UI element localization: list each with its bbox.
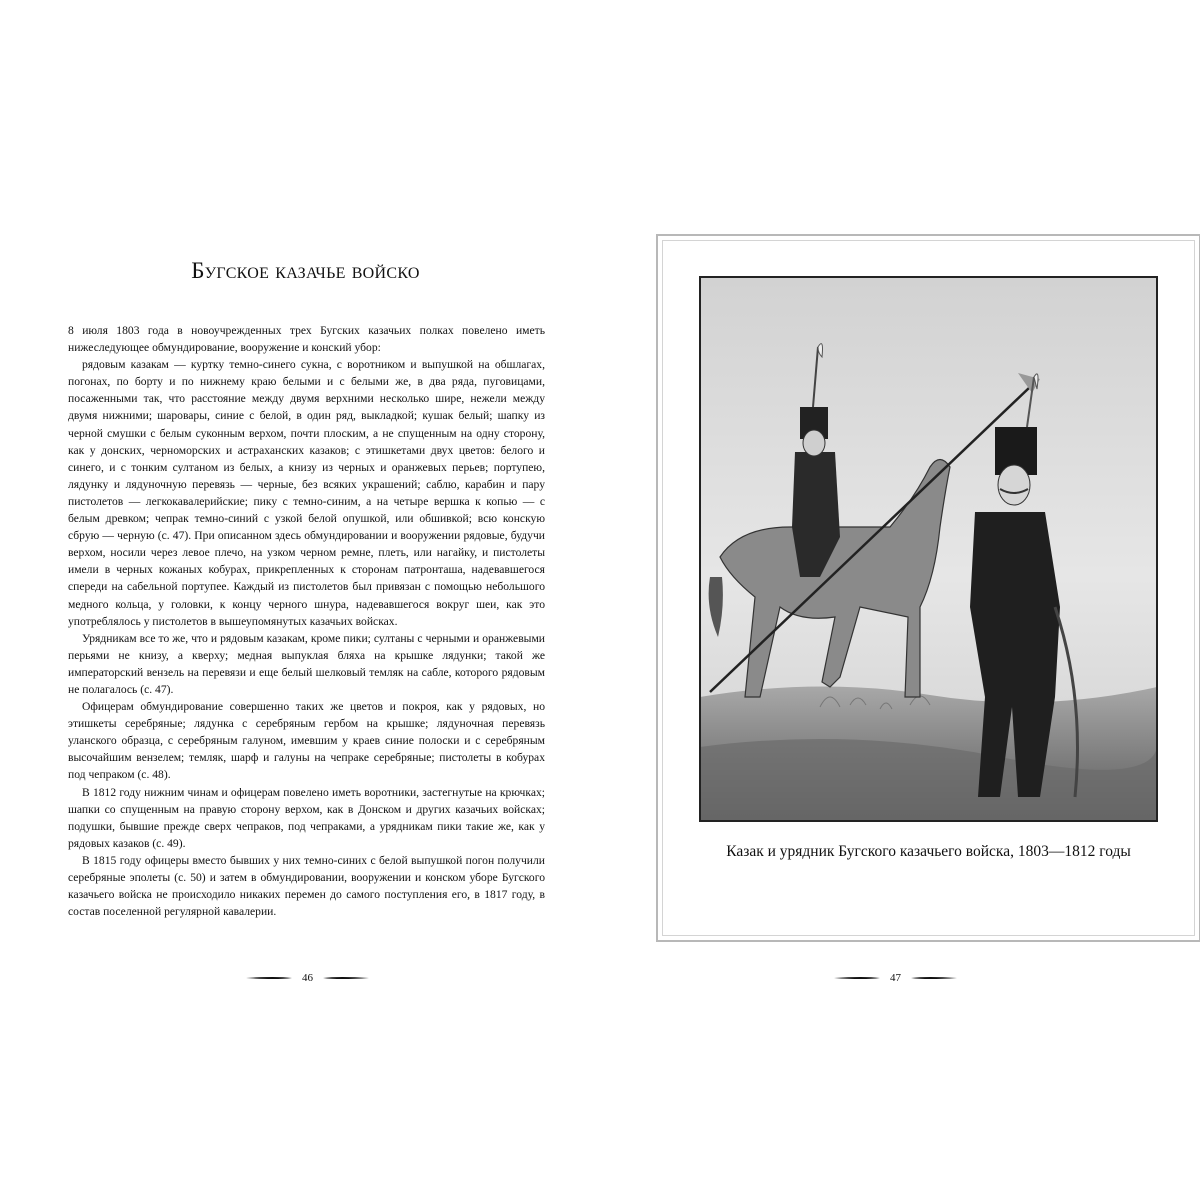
page-number: 46 [302, 972, 313, 984]
paragraph: В 1815 году офицеры вместо бывших у них темно-синих с белой выпушкой погон получили серебряные эполеты (с. 50) и затем в обмундировании, вооружении и конском уборе Бугского казачьего войска не происходило никаких перемен до самого поступления его, в 1817 году, в состав поселенной регулярной кавалерии. [68, 853, 545, 919]
paragraph: Урядникам все то же, что и рядовым казакам, кроме пики; султаны с черными и оранжевыми перьями не книзу, а кверху; медная выпуклая бляха на крышке лядунки; такой же императорский вензель на перевязи и еще белый шелковый темляк на сабле, которого рядовым не полагалось (с. 47). [68, 631, 545, 696]
paragraph: 8 июля 1803 года в новоучрежденных трех Бугских казачьих полках повелено иметь нижеследующее обмундирование, вооружение и конский убор: [68, 324, 545, 355]
body-text [68, 322, 545, 920]
paragraph: Офицерам обмундирование совершенно таких же цветов и покроя, как у рядовых, но этишкеты серебряные; лядунка с серебряным гербом на крышке; лядуночная перевязь уланского образца, с серебряным галуном, имевшим у краев синие полоски и с серебряным высочайшим вензелем; темляк, шарф и галуны на чепраке серебряные; пистолеты в кобурах под чепраком (с. 48). [68, 700, 545, 782]
lithograph-image [700, 277, 1157, 821]
right-page [600, 0, 1200, 1200]
chapter-title: Бугское казачье войско [191, 258, 420, 283]
page-number-right [834, 968, 957, 988]
paragraph: рядовым казакам — куртку темно-синего сукна, с воротником и выпушкой на обшлагах, погонах, по борту и по нижнему краю белыми и с белыми же, в два ряда, пуговицами, посаженными так, что расстояние между двумя верхними несколько шире, нежели между двумя нижними; шаровары, синие с белой, в один ряд, выкладкой; кушак белый; шапку из черной смушки с белым суконным верхом, почти плоским, а не спущенным на одну сторону, как у донских, черноморских и астраханских казаков; с этишкетами двух цветов: белого и синего, и с тонким султаном из белых, а книзу из черных и оранжевых перьев; портупею, лядунку и лядуночную перевязь — черные, без всяких украшений; саблю, карабин и пару пистолетов — легкокавалерийские; пику с темно-синим, а на четыре вершка к копью — с белым древком; чепрак темно-синий с узкой белой опушкой, или обшивкой; всю конскую сбрую — черную (с. 47). При описанном здесь обмундировании и вооружении рядовые, будучи верхом, носили через левое плечо, на узком черном ремне, плеть, или нагайку, и пистолеты имели в черных кожаных кобурах, прикрепленных к сторонам патронташа, надевавшегося спереди на сабельной портупее. Каждый из пистолетов был привязан с помощью небольшого медного кольца, у головки, к концу черного шнура, надевавшегося вокруг шеи, как это употреблялось у пистолетов в вышеупомянутых казачьих войсках. [68, 358, 545, 628]
ornament-left-icon [834, 974, 880, 982]
page-number: 47 [890, 972, 901, 984]
illustration-caption: Казак и урядник Бугского казачьего войска, 1803—1812 годы [726, 843, 1131, 860]
illustration-cossack-and-sergeant [699, 276, 1158, 822]
paragraph: В 1812 году нижним чинам и офицерам повелено иметь воротники, застегнутые на крючках; шапки со спущенным на правую сторону верхом, как в Донском и других казачьих войсках; подушки, бывшие прежде сверх чепраков, под чепраками, а урядникам пики такие же, как у рядовых казаков (с. 49). [68, 785, 545, 850]
ornament-right-icon [911, 974, 957, 982]
page-number-left [246, 968, 369, 988]
ornament-left-icon [246, 974, 292, 982]
ornament-right-icon [323, 974, 369, 982]
